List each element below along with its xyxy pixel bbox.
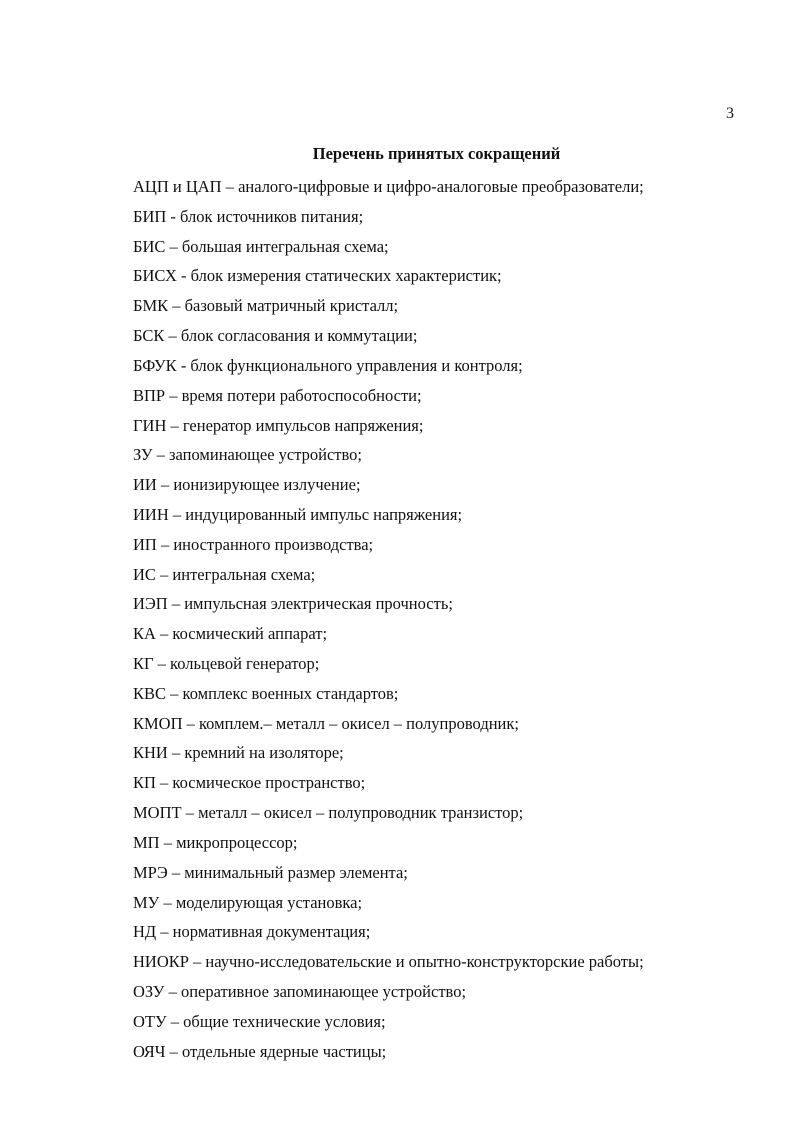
- list-item: ИИ – ионизирующее излучение;: [133, 475, 361, 495]
- list-item: КНИ – кремний на изоляторе;: [133, 743, 344, 763]
- list-item: МП – микропроцессор;: [133, 832, 298, 852]
- list-item: ИИН – индуцированный импульс напряжения;: [133, 504, 463, 524]
- list-item: КМОП – комплем.– металл – окисел – полупроводник;: [133, 713, 519, 733]
- list-item: ИП – иностранного производства;: [133, 534, 374, 554]
- list-item: БИС – большая интегральная схема;: [133, 236, 389, 256]
- page-title: Перечень принятых сокращений: [312, 144, 561, 163]
- list-item: ВПР – время потери работоспособности;: [133, 385, 422, 405]
- page-number: 3: [726, 105, 734, 122]
- list-item: ЗУ – запоминающее устройство;: [133, 445, 363, 465]
- list-item: ГИН – генератор импульсов напряжения;: [133, 415, 424, 435]
- list-item: ОЯЧ – отдельные ядерные частицы;: [133, 1041, 387, 1061]
- list-item: КВС – комплекс военных стандартов;: [133, 683, 399, 703]
- list-item: КГ – кольцевой генератор;: [133, 654, 320, 673]
- abbreviations-list: [133, 172, 753, 1066]
- list-item: МУ – моделирующая установка;: [133, 892, 363, 912]
- list-item: МРЭ – минимальный размер элемента;: [133, 862, 408, 882]
- list-item: КА – космический аппарат;: [133, 624, 328, 644]
- list-item: АЦП и ЦАП – аналого-цифровые и цифро-аналоговые преобразователи;: [133, 177, 644, 196]
- list-item: КП – космическое пространство;: [133, 773, 366, 793]
- list-item: ИЭП – импульсная электрическая прочность;: [133, 594, 453, 614]
- list-item: НД – нормативная документация;: [133, 922, 371, 942]
- list-item: БФУК - блок функционального управления и контроля;: [133, 355, 523, 375]
- list-item: ОЗУ – оперативное запоминающее устройство;: [133, 981, 467, 1001]
- list-item: ОТУ – общие технические условия;: [133, 1011, 386, 1031]
- list-item: НИОКР – научно-исследовательские и опытно-конструкторские работы;: [133, 952, 644, 972]
- list-item: МОПТ – металл – окисел – полупроводник транзистор;: [133, 803, 524, 823]
- list-item: БСК – блок согласования и коммутации;: [133, 326, 418, 346]
- list-item: БИП - блок источников питания;: [133, 206, 364, 226]
- list-item: БМК – базовый матричный кристалл;: [133, 296, 399, 316]
- list-item: ИС – интегральная схема;: [133, 564, 316, 584]
- list-item: БИСХ - блок измерения статических характеристик;: [133, 266, 502, 286]
